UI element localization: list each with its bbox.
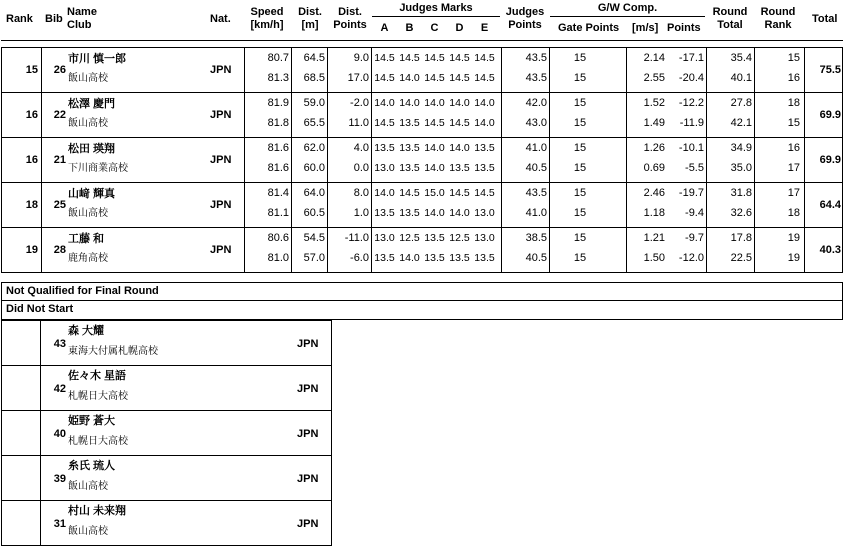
header-dist: Dist. [298,6,322,18]
not-qualified-title: Not Qualified for Final Round [1,282,843,301]
wind-points: -9.7 [685,232,704,244]
wind: 1.52 [643,97,665,109]
table-row [1,182,843,228]
dns-row [1,365,332,411]
round-rank: 16 [787,142,800,154]
judge-mark: 14.5 [424,52,445,64]
judge-mark: 13.5 [424,252,445,264]
total-points: 69.9 [819,154,841,166]
distance-points: 0.0 [353,162,369,174]
table-row [1,227,843,273]
judges-marks [372,232,500,244]
athlete-club: 札幌日大高校 [68,436,128,447]
wind-points: -12.2 [678,97,704,109]
header-judge-e: E [480,22,489,34]
speed: 81.8 [267,117,289,129]
wind: 2.46 [643,187,665,199]
dns-title: Did Not Start [1,300,843,320]
header-rank: Rank [6,13,33,25]
distance: 60.5 [303,207,325,219]
nationality: JPN [297,383,319,395]
judges-points: 40.5 [525,162,547,174]
judge-mark: 14.5 [424,72,445,84]
nationality: JPN [210,154,232,166]
gate-points: 15 [573,187,587,199]
judge-mark: 13.5 [374,142,395,154]
header-nat: Nat. [210,13,231,25]
distance: 62.0 [303,142,325,154]
distance-points: -11.0 [344,232,369,244]
nationality: JPN [297,473,319,485]
rank: 16 [25,154,38,166]
column-divider [40,456,41,500]
round-rank: 17 [787,162,800,174]
judge-mark: 14.0 [449,207,470,219]
judge-mark: 13.5 [424,232,445,244]
column-divider [40,411,41,455]
distance: 59.0 [303,97,325,109]
round-total: 35.0 [730,162,752,174]
round-total: 31.8 [730,187,752,199]
bib: 39 [53,473,66,485]
header-total: Total [812,13,838,25]
judge-mark: 13.5 [399,162,420,174]
header-dist-unit: [m] [301,19,319,31]
athlete-club: 飯山高校 [68,526,108,537]
judges-points: 43.5 [525,187,547,199]
wind-points: -5.5 [685,162,704,174]
column-divider [40,321,41,365]
total-points: 64.4 [819,199,841,211]
judges-points: 38.5 [525,232,547,244]
header-ms: [m/s] [632,22,659,34]
dns-row [1,410,332,456]
wind-points: -19.7 [678,187,704,199]
gate-points: 15 [573,117,587,129]
speed: 81.0 [267,252,289,264]
speed: 81.6 [267,142,289,154]
judge-mark: 13.0 [474,232,495,244]
dns-row [1,455,332,501]
judges-points: 42.0 [525,97,547,109]
judge-mark: 13.5 [399,117,420,129]
rank: 16 [25,109,38,121]
distance: 60.0 [303,162,325,174]
athlete-club: 飯山高校 [68,208,108,219]
header-dist-points: Dist. [338,6,362,18]
judge-mark: 13.0 [374,232,395,244]
distance: 64.5 [303,52,325,64]
judge-mark: 14.5 [474,52,495,64]
nationality: JPN [297,428,319,440]
rank: 19 [25,244,38,256]
bib: 40 [53,428,66,440]
round-total: 17.8 [730,232,752,244]
judge-mark: 13.5 [399,142,420,154]
speed: 81.9 [267,97,289,109]
distance: 65.5 [303,117,325,129]
judge-mark: 14.0 [424,162,445,174]
gate-points: 15 [573,52,587,64]
athlete-name: 森 大耀 [68,325,105,337]
athlete-name: 山﨑 輝真 [68,188,116,200]
judge-mark: 14.5 [399,187,420,199]
header-divider [1,40,843,41]
column-divider [549,93,550,137]
speed: 81.3 [267,72,289,84]
header-judge-b: B [405,22,414,34]
header-judges-points: Judges [505,6,545,18]
column-divider [549,48,550,92]
athlete-name: 工藤 和 [68,233,105,245]
header-club: Club [67,19,92,31]
gate-points: 15 [573,97,587,109]
judge-mark: 14.0 [399,97,420,109]
bib: 43 [53,338,66,350]
header-round-rank-2: Rank [764,19,792,31]
header-judges-marks: Judges Marks [399,2,473,14]
athlete-club: 飯山高校 [68,481,108,492]
table-row [1,137,843,183]
wind-points: -9.4 [685,207,704,219]
judges-points: 43.5 [525,72,547,84]
table-row [1,47,843,93]
judges-points: 40.5 [525,252,547,264]
judge-mark: 14.5 [374,72,395,84]
judge-mark: 13.5 [474,162,495,174]
nationality: JPN [297,518,319,530]
judge-mark: 14.0 [474,117,495,129]
nationality: JPN [210,64,232,76]
wind-points: -12.0 [678,252,704,264]
judge-mark: 14.0 [374,97,395,109]
rank: 18 [25,199,38,211]
gate-points: 15 [573,252,587,264]
athlete-club: 札幌日大高校 [68,391,128,402]
nationality: JPN [210,199,232,211]
wind: 1.21 [643,232,665,244]
judge-mark: 14.5 [449,72,470,84]
distance-points: -6.0 [350,252,369,264]
distance: 57.0 [303,252,325,264]
judge-mark: 14.0 [474,97,495,109]
judge-mark: 13.0 [474,207,495,219]
athlete-club: 飯山高校 [68,73,108,84]
judge-mark: 14.0 [374,187,395,199]
judges-marks [372,187,500,199]
distance-points: 9.0 [353,52,369,64]
header-judges-underline [372,16,500,17]
judge-mark: 13.5 [374,207,395,219]
bib: 28 [53,244,66,256]
header-judge-a: A [380,22,389,34]
speed: 81.1 [267,207,289,219]
wind-points: -17.1 [678,52,704,64]
bib: 25 [53,199,66,211]
column-divider [40,366,41,410]
nationality: JPN [297,338,319,350]
table-row [1,92,843,138]
bib: 31 [53,518,66,530]
wind: 1.18 [643,207,665,219]
header-judges-points-2: Points [508,19,542,31]
bib: 21 [53,154,66,166]
distance-points: 1.0 [353,207,369,219]
judge-mark: 14.0 [424,142,445,154]
judges-marks [372,52,500,64]
round-total: 35.4 [730,52,752,64]
distance: 54.5 [303,232,325,244]
athlete-name: 村山 未来翔 [68,505,127,517]
judge-mark: 14.5 [474,187,495,199]
judge-mark: 13.5 [374,252,395,264]
distance-points: 11.0 [348,117,369,129]
header-speed: Speed [250,6,284,18]
judges-marks [372,97,500,109]
round-total: 40.1 [730,72,752,84]
distance-points: 17.0 [347,72,369,84]
header-gw-comp: G/W Comp. [597,2,658,14]
judges-points: 43.5 [525,52,547,64]
athlete-name: 市川 慎一郎 [68,53,127,65]
header-round-total: Round [712,6,748,18]
athlete-club: 東海大付属札幌高校 [68,346,158,357]
dns-row [1,320,332,366]
gate-points: 15 [573,232,587,244]
column-divider [549,228,550,272]
athlete-name: 松田 瑛翔 [68,143,116,155]
round-rank: 16 [787,72,800,84]
round-rank: 17 [787,187,800,199]
athlete-name: 姫野 蒼大 [68,415,116,427]
bib: 26 [53,64,66,76]
round-total: 42.1 [730,117,752,129]
judge-mark: 15.0 [424,187,445,199]
total-points: 40.3 [819,244,841,256]
judges-points: 43.0 [525,117,547,129]
athlete-name: 糸氏 琉人 [68,460,116,472]
gate-points: 15 [573,142,587,154]
wind-points: -11.9 [679,117,704,129]
gate-points: 15 [573,72,587,84]
nationality: JPN [210,109,232,121]
header-name: Name [67,6,97,18]
judge-mark: 12.5 [449,232,470,244]
judges-marks [372,207,500,219]
column-divider [40,501,41,545]
wind: 0.69 [643,162,665,174]
distance-points: 4.0 [353,142,369,154]
judge-mark: 14.5 [374,117,395,129]
bib: 42 [53,383,66,395]
round-rank: 18 [787,207,800,219]
speed: 81.4 [267,187,289,199]
speed: 80.7 [267,52,289,64]
judge-mark: 13.5 [474,252,495,264]
judge-mark: 14.5 [424,117,445,129]
header-judge-c: C [430,22,439,34]
judge-mark: 14.5 [449,52,470,64]
header-dist-points-2: Points [333,19,367,31]
judge-mark: 12.5 [399,232,420,244]
judges-marks [372,72,500,84]
round-total: 32.6 [730,207,752,219]
gate-points: 15 [573,207,587,219]
header-gw-underline [550,16,705,17]
round-rank: 19 [787,252,800,264]
header-judge-d: D [455,22,464,34]
nationality: JPN [210,244,232,256]
judge-mark: 13.0 [374,162,395,174]
athlete-club: 鹿角高校 [68,253,108,264]
athlete-club: 飯山高校 [68,118,108,129]
column-divider [549,183,550,227]
judge-mark: 13.5 [474,142,495,154]
judge-mark: 14.0 [449,97,470,109]
wind-points: -20.4 [678,72,704,84]
judge-mark: 14.5 [474,72,495,84]
speed: 81.6 [267,162,289,174]
round-total: 22.5 [730,252,752,264]
judge-mark: 14.5 [374,52,395,64]
wind: 2.14 [643,52,665,64]
wind: 1.49 [643,117,665,129]
dns-row [1,500,332,546]
column-divider [549,138,550,182]
judge-mark: 14.0 [424,97,445,109]
judge-mark: 13.5 [449,162,470,174]
rank: 15 [25,64,38,76]
total-points: 69.9 [819,109,841,121]
distance-points: 8.0 [353,187,369,199]
judges-marks [372,252,500,264]
judge-mark: 13.5 [449,252,470,264]
speed: 80.6 [267,232,289,244]
athlete-name: 佐々木 星語 [68,370,127,382]
total-points: 75.5 [819,64,841,76]
round-rank: 15 [787,117,800,129]
judge-mark: 14.0 [399,252,420,264]
round-rank: 18 [787,97,800,109]
wind: 1.26 [643,142,665,154]
header-speed-unit: [km/h] [250,19,284,31]
bib: 22 [53,109,66,121]
wind: 2.55 [643,72,665,84]
judge-mark: 14.0 [449,142,470,154]
judges-marks [372,162,500,174]
gate-points: 15 [573,162,587,174]
distance: 68.5 [303,72,325,84]
judge-mark: 14.5 [449,187,470,199]
header-round-rank: Round [760,6,796,18]
judge-mark: 14.5 [449,117,470,129]
header-bib: Bib [45,13,63,25]
wind: 1.50 [643,252,665,264]
wind-points: -10.1 [678,142,704,154]
round-rank: 15 [787,52,800,64]
judges-marks [372,117,500,129]
judge-mark: 13.5 [399,207,420,219]
athlete-name: 松澤 慶門 [68,98,116,110]
judges-points: 41.0 [525,207,547,219]
header-round-total-2: Total [717,19,743,31]
round-rank: 19 [787,232,800,244]
judge-mark: 14.0 [424,207,445,219]
round-total: 27.8 [730,97,752,109]
header-gate-points: Gate Points [558,22,620,34]
judge-mark: 14.5 [399,52,420,64]
round-total: 34.9 [730,142,752,154]
judges-points: 41.0 [525,142,547,154]
distance: 64.0 [303,187,325,199]
judge-mark: 14.0 [399,72,420,84]
judges-marks [372,142,500,154]
distance-points: -2.0 [350,97,369,109]
athlete-club: 下川商業高校 [68,163,128,174]
header-points: Points [667,22,701,34]
